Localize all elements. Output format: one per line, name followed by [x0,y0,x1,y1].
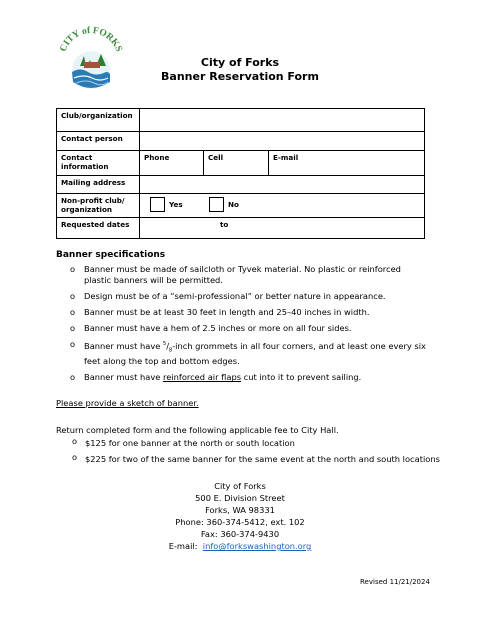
reservation-form-table [56,108,425,239]
bullet-icon: o [70,339,76,349]
specs-list [70,264,430,388]
bullet-icon: o [72,436,78,446]
dates-to-label: to [220,220,229,229]
air-flaps-link[interactable]: reinforced air flaps [163,372,242,383]
sketch-instruction: Please provide a sketch of banner. [56,398,199,408]
form-title: Banner Reservation Form [161,70,319,83]
club-field[interactable] [140,109,425,132]
bullet-icon: o [70,291,76,301]
specs-heading: Banner specifications [56,250,166,260]
spec-item [70,307,430,318]
fee-text: $125 for one banner at the north or south location [85,438,295,448]
city-name: City of Forks [200,56,280,69]
phone-label: Phone [144,153,170,162]
spec-text: Design must be of a “semi-professional” or better nature in appearance. [84,291,386,301]
address-street: 500 E. Division Street [195,493,285,503]
bullet-icon: o [70,372,76,383]
contact-person-field[interactable] [140,132,425,151]
bullet-icon: o [70,323,76,333]
spec-text-flaps: Banner must have reinforced air flaps cut into it to prevent sailing. [84,372,362,383]
svg-text:CITY of FORKS [59,26,124,53]
address-email-line [0,540,480,552]
fee-text: $225 for two of the same banner for the same event at the north and south locations [85,454,440,464]
spec-item [70,323,430,334]
no-checkbox[interactable] [209,197,224,212]
address-name: City of Forks [214,481,266,491]
spec-text-grommets: Banner must have $^5/_8$-inch grommets in all four corners, and at least one every six feet along the top and bottom edges. [84,340,426,367]
spec-text: Banner must be at least 30 feet in length and 25–40 inches in width. [84,307,370,317]
logo-text: CITY of FORKS [58,25,124,54]
contact-address-block [0,480,480,552]
spec-text: Banner must be made of sailcloth or Tyvek material. No plastic or reinforced plastic banners will be permitted. [84,264,401,285]
requested-dates-label: Requested dates [57,218,140,239]
spec-text: Banner must have a hem of 2.5 inches or more on all four sides. [84,323,352,333]
fee-item [72,454,440,465]
address-city: Forks, WA 98331 [205,505,275,515]
return-instruction: Return completed form and the following applicable fee to City Hall. [56,425,339,435]
phone-field[interactable] [140,151,204,176]
bullet-icon: o [70,307,76,317]
email-field[interactable] [269,151,425,176]
spec-item [70,291,430,302]
spec-item [70,372,430,383]
revised-date: Revised 11/21/2024 [360,578,430,586]
email-label-text: E-mail: [168,541,198,551]
bullet-icon: o [72,452,78,462]
contact-info-label: Contact information [57,151,140,176]
fees-list [72,438,440,470]
address-phone: Phone: 360-374-5412, ext. 102 [175,517,305,527]
address-fax: Fax: 360-374-9430 [200,529,280,539]
no-label: No [228,200,239,209]
club-label: Club/organization [57,109,140,132]
spec-item [70,339,430,367]
email-label: E-mail [273,153,299,162]
cell-field[interactable] [204,151,269,176]
fee-item [72,438,440,449]
spec-item [70,264,430,286]
mailing-address-field[interactable] [140,176,425,194]
bullet-icon: o [70,264,76,274]
yes-checkbox[interactable] [150,197,165,212]
nonprofit-label: Non-profit club/ organization [57,194,140,218]
nonprofit-options [140,194,425,218]
page-title [0,56,480,84]
mailing-address-label: Mailing address [57,176,140,194]
contact-person-label: Contact person [57,132,140,151]
requested-dates-field[interactable] [140,218,425,239]
cell-label: Cell [208,153,224,162]
yes-label: Yes [169,200,183,209]
email-link[interactable]: info@forkswashington.org [202,541,312,551]
